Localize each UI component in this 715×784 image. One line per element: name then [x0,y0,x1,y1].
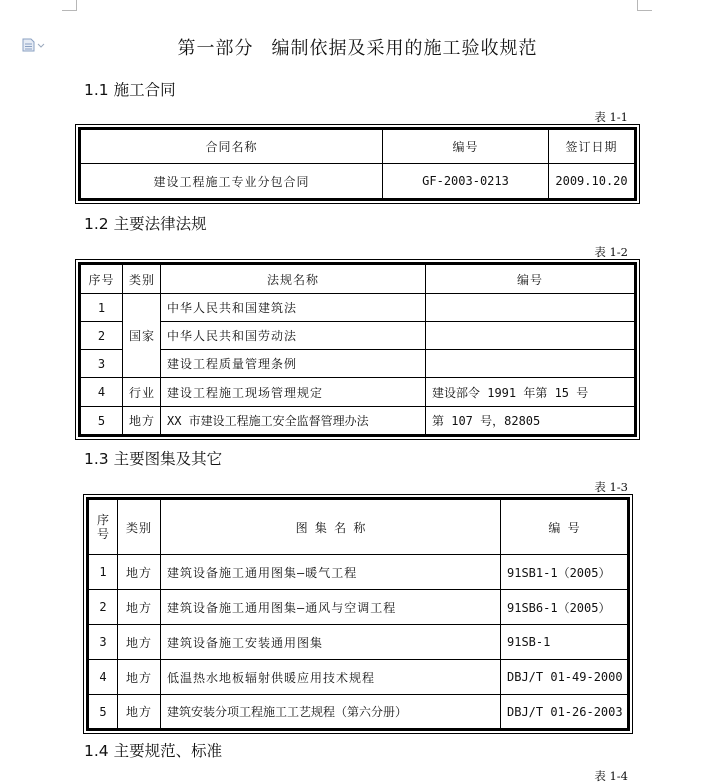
table-row [88,590,629,625]
category-cell: 地方 [118,555,161,590]
law-name-cell: XX 市建设工程施工安全监督管理办法 [161,407,426,436]
page-corner-mark-right [637,0,652,11]
atlas-table [86,497,630,731]
law-name-cell: 建设工程施工现场管理规定 [161,378,426,407]
category-cell: 地方 [118,660,161,695]
table-header-row [88,499,629,555]
table-label-1-4: 表 1-4 [594,769,628,783]
atlas-code-cell: 91SB-1 [501,625,629,660]
table-row [80,164,636,200]
page-corner-mark-left [62,0,77,11]
contract-table [78,127,637,201]
header-serial: 序号 [88,499,118,555]
table-row [80,350,636,378]
contract-date-cell: 2009.10.20 [549,164,636,200]
table-row [88,625,629,660]
title-text: 编制依据及采用的施工验收规范 [271,38,538,59]
category-cell: 地方 [118,695,161,730]
document-title [0,34,715,60]
header-atlas-name: 图 集 名 称 [161,499,501,555]
title-part: 第一部分 [177,38,254,59]
row-number: 2 [88,590,118,625]
law-code-cell: 第 107 号，82805 [426,407,636,436]
laws-table [78,262,637,437]
row-number: 5 [80,407,123,436]
table-row [88,660,629,695]
atlas-name-cell: 低温热水地板辐射供暖应用技术规程 [161,660,501,695]
table-row [80,322,636,350]
category-cell: 地方 [118,625,161,660]
header-sign-date: 签订日期 [549,129,636,164]
category-cell-national: 国家 [123,294,161,378]
row-number: 4 [80,378,123,407]
row-number: 3 [88,625,118,660]
atlas-name-cell: 建筑设备施工通用图集—通风与空调工程 [161,590,501,625]
header-serial: 序号 [80,264,123,294]
contract-number-cell: GF-2003-0213 [383,164,549,200]
row-number: 5 [88,695,118,730]
table-row [80,407,636,436]
header-category: 类别 [123,264,161,294]
section-heading-1-1: 1.1 施工合同 [84,81,176,99]
table-label-1-2: 表 1-2 [594,245,628,259]
section-heading-1-4: 1.4 主要规范、标准 [84,742,223,760]
contract-name-cell: 建设工程施工专业分包合同 [80,164,383,200]
category-cell: 地方 [123,407,161,436]
section-heading-1-3: 1.3 主要图集及其它 [84,450,223,468]
header-law-name: 法规名称 [161,264,426,294]
header-code: 编 号 [501,499,629,555]
header-contract-name: 合同名称 [80,129,383,164]
table-header-row [80,129,636,164]
law-name-cell: 建设工程质量管理条例 [161,350,426,378]
header-category: 类别 [118,499,161,555]
atlas-name-cell: 建筑安装分项工程施工工艺规程（第六分册） [161,695,501,730]
law-code-cell: 建设部令 1991 年第 15 号 [426,378,636,407]
table-header-row [80,264,636,294]
law-name-cell: 中华人民共和国劳动法 [161,322,426,350]
law-code-cell [426,294,636,322]
table-row [88,695,629,730]
atlas-code-cell: 91SB6-1（2005） [501,590,629,625]
law-code-cell [426,322,636,350]
category-cell: 行业 [123,378,161,407]
table-label-1-3: 表 1-3 [594,480,628,494]
atlas-name-cell: 建筑设备施工通用图集—暖气工程 [161,555,501,590]
law-code-cell [426,350,636,378]
header-code: 编号 [426,264,636,294]
atlas-code-cell: DBJ/T 01-49-2000 [501,660,629,695]
row-number: 4 [88,660,118,695]
atlas-name-cell: 建筑设备施工安装通用图集 [161,625,501,660]
category-cell: 地方 [118,590,161,625]
table-label-1-1: 表 1-1 [594,110,628,124]
law-name-cell: 中华人民共和国建筑法 [161,294,426,322]
section-heading-1-2: 1.2 主要法律法规 [84,215,207,233]
header-number: 编号 [383,129,549,164]
row-number: 2 [80,322,123,350]
row-number: 1 [80,294,123,322]
row-number: 1 [88,555,118,590]
atlas-code-cell: DBJ/T 01-26-2003 [501,695,629,730]
table-row [88,555,629,590]
atlas-code-cell: 91SB1-1（2005） [501,555,629,590]
table-row [80,294,636,322]
row-number: 3 [80,350,123,378]
table-row [80,378,636,407]
